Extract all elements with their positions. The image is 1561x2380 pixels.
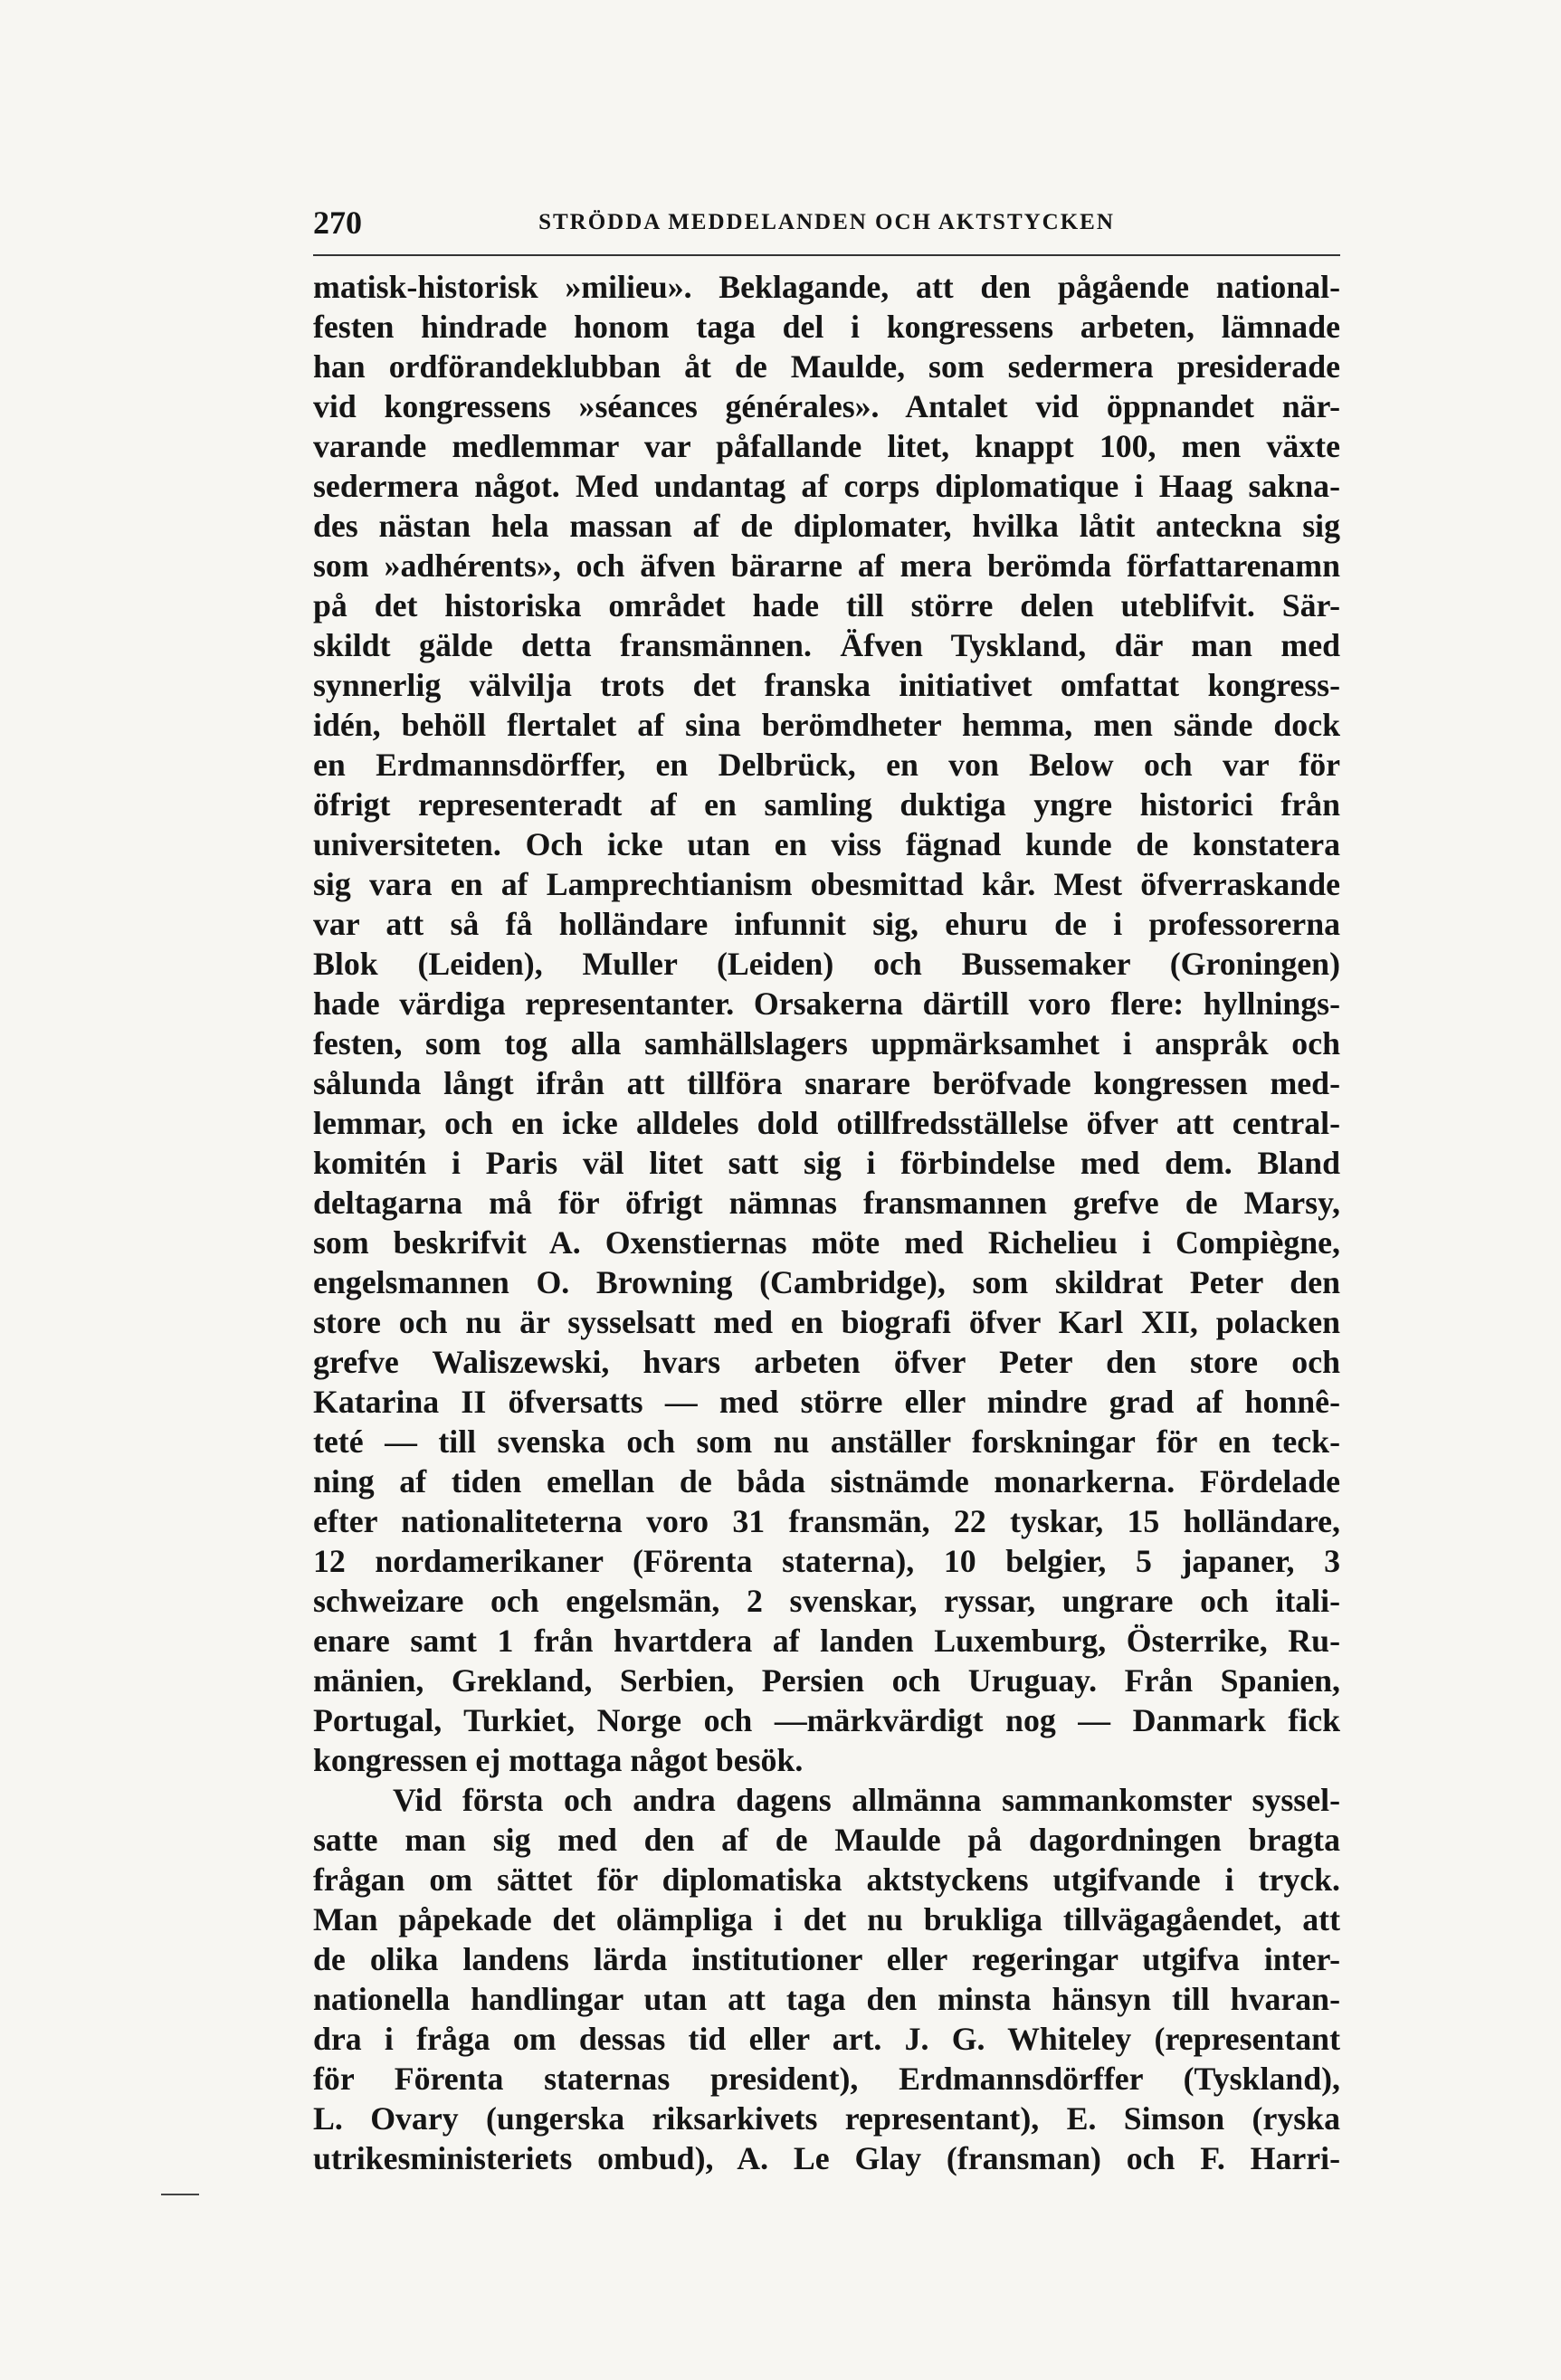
text-line: sig vara en af Lamprechtianism obesmittad kår. Mest öfverraskande xyxy=(313,866,1340,902)
text-line: Katarina II öfversatts — med större eller mindre grad af honnê- xyxy=(313,1384,1340,1420)
text-line: skildt gälde detta fransmännen. Äfven Tyskland, där man med xyxy=(313,627,1340,663)
text-line: grefve Waliszewski, hvars arbeten öfver Peter den store och xyxy=(313,1344,1340,1380)
margin-dash xyxy=(161,2194,199,2195)
text-line: ning af tiden emellan de båda sistnämde monarkerna. Fördelade xyxy=(313,1463,1340,1499)
text-line: idén, behöll flertalet af sina berömdheter hemma, men sände dock xyxy=(313,707,1340,743)
text-line: var att så få holländare infunnit sig, ehuru de i professorerna xyxy=(313,906,1340,942)
text-line: festen, som tog alla samhällslagers uppmärksamhet i anspråk och xyxy=(313,1025,1340,1061)
text-line: varande medlemmar var påfallande litet, knappt 100, men växte xyxy=(313,428,1340,464)
text-line: synnerlig välvilja trots det franska initiativet omfattat kongress- xyxy=(313,667,1340,703)
text-line: efter nationaliteterna voro 31 fransmän, 22 tyskar, 15 holländare, xyxy=(313,1503,1340,1539)
page-header xyxy=(313,204,1340,254)
text-line: engelsmannen O. Browning (Cambridge), som skildrat Peter den xyxy=(313,1264,1340,1300)
text-line: de olika landens lärda institutioner eller regeringar utgifva inter- xyxy=(313,1941,1340,1977)
text-line: som beskrifvit A. Oxenstiernas möte med Richelieu i Compiègne, xyxy=(313,1224,1340,1261)
text-line: en Erdmannsdörffer, en Delbrück, en von Below och var för xyxy=(313,747,1340,783)
text-line: matisk-historisk »milieu». Beklagande, att den pågående national- xyxy=(313,269,1340,305)
text-line: mänien, Grekland, Serbien, Persien och Uruguay. Från Spanien, xyxy=(313,1662,1340,1699)
page-number: 270 xyxy=(313,205,362,241)
text-line: utrikesministeriets ombud), A. Le Glay (fransman) och F. Harri- xyxy=(313,2140,1340,2176)
text-line: des nästan hela massan af de diplomater, hvilka låtit anteckna sig xyxy=(313,508,1340,544)
text-line: frågan om sättet för diplomatiska aktstyckens utgifvande i tryck. xyxy=(313,1861,1340,1898)
text-line: store och nu är sysselsatt med en biografi öfver Karl XII, polacken xyxy=(313,1304,1340,1340)
text-line: enare samt 1 från hvartdera af landen Luxemburg, Österrike, Ru- xyxy=(313,1623,1340,1659)
text-line: Vid första och andra dagens allmänna sammankomster syssel- xyxy=(393,1782,1340,1818)
text-line: sedermera något. Med undantag af corps diplomatique i Haag sakna- xyxy=(313,468,1340,504)
text-line: satte man sig med den af de Maulde på dagordningen bragta xyxy=(313,1822,1340,1858)
text-line: kongressen ej mottaga något besök. xyxy=(313,1742,804,1778)
text-line: för Förenta staternas president), Erdmannsdörffer (Tyskland), xyxy=(313,2061,1340,2097)
running-title: STRÖDDA MEDDELANDEN OCH AKTSTYCKEN xyxy=(538,210,1115,234)
text-line: sålunda långt ifrån att tillföra snarare beröfvade kongressen med- xyxy=(313,1065,1340,1101)
page xyxy=(313,204,1340,2178)
text-line: på det historiska området hade till större delen uteblifvit. Sär- xyxy=(313,587,1340,624)
text-line: hade värdiga representanter. Orsakerna därtill voro flere: hyllnings- xyxy=(313,985,1340,1022)
body-text xyxy=(313,267,1340,2178)
text-line: komitén i Paris väl litet satt sig i förbindelse med dem. Bland xyxy=(313,1145,1340,1181)
text-line: han ordförandeklubban åt de Maulde, som sedermera presiderade xyxy=(313,348,1340,385)
text-line: Blok (Leiden), Muller (Leiden) och Bussemaker (Groningen) xyxy=(313,946,1340,982)
text-line: schweizare och engelsmän, 2 svenskar, ryssar, ungrare och itali- xyxy=(313,1583,1340,1619)
text-line: teté — till svenska och som nu anställer forskningar för en teck- xyxy=(313,1423,1340,1460)
text-line: Man påpekade det olämpliga i det nu brukliga tillvägagåendet, att xyxy=(313,1901,1340,1937)
text-line: 12 nordamerikaner (Förenta staterna), 10 belgier, 5 japaner, 3 xyxy=(313,1543,1340,1579)
text-line: öfrigt representeradt af en samling duktiga yngre historici från xyxy=(313,786,1340,823)
text-line: nationella handlingar utan att taga den minsta hänsyn till hvaran- xyxy=(313,1981,1340,2017)
text-line: lemmar, och en icke alldeles dold otillfredsställelse öfver att central- xyxy=(313,1105,1340,1141)
text-line: dra i fråga om dessas tid eller art. J. G. Whiteley (representant xyxy=(313,2021,1340,2057)
text-line: L. Ovary (ungerska riksarkivets representant), E. Simson (ryska xyxy=(313,2100,1340,2137)
header-rule xyxy=(313,254,1340,256)
text-line: Portugal, Turkiet, Norge och —märkvärdigt nog — Danmark fick xyxy=(313,1702,1340,1738)
text-line: festen hindrade honom taga del i kongressens arbeten, lämnade xyxy=(313,309,1340,345)
text-line: deltagarna må för öfrigt nämnas fransmannen grefve de Marsy, xyxy=(313,1185,1340,1221)
text-line: universiteten. Och icke utan en viss fägnad kunde de konstatera xyxy=(313,826,1340,862)
text-line: som »adhérents», och äfven bärarne af mera berömda författarenamn xyxy=(313,547,1340,584)
text-line: vid kongressens »séances générales». Antalet vid öppnandet när- xyxy=(313,388,1340,424)
